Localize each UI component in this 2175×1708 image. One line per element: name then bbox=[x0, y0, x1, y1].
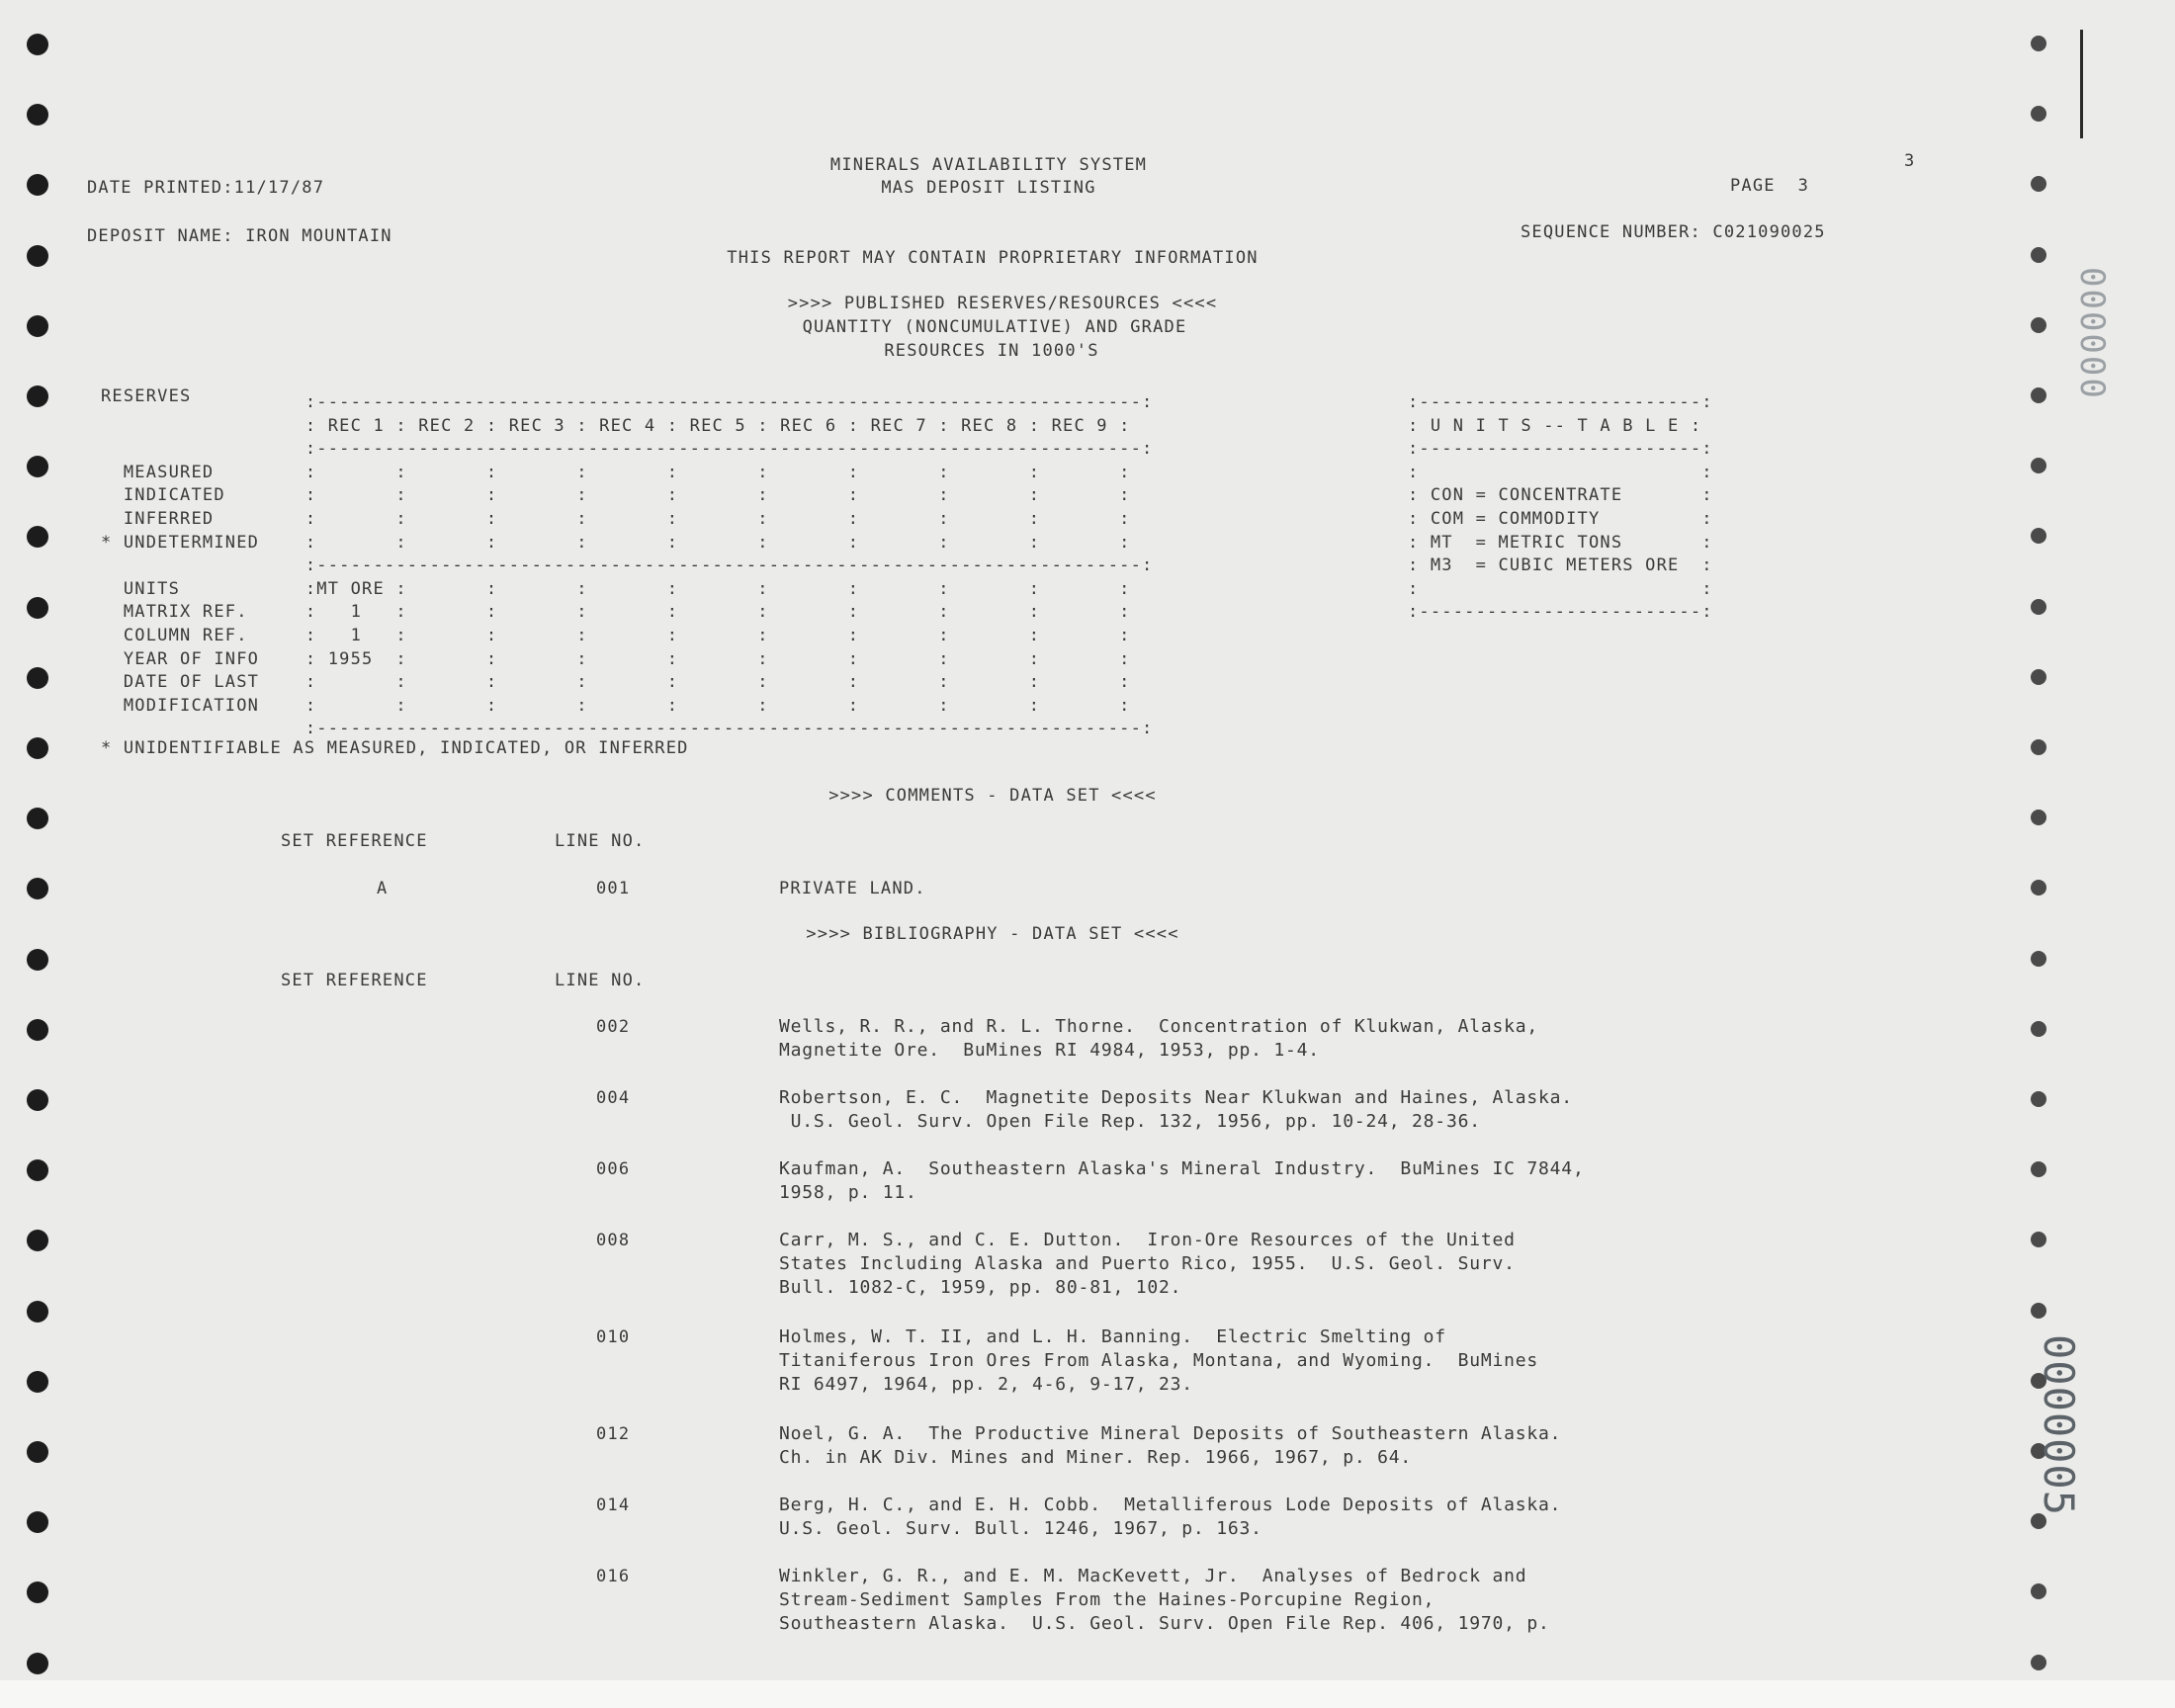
system-title: MINERALS AVAILABILITY SYSTEM bbox=[829, 155, 1148, 175]
reserves-table-line: : 1 : : : : : : : : : bbox=[283, 602, 1131, 623]
comments-col-line-no: LINE NO. bbox=[555, 831, 646, 851]
reserves-table-line: : 1955 : : : : : : : : : bbox=[283, 648, 1131, 669]
units-table-line: : COM = COMMODITY : bbox=[1408, 509, 1713, 529]
reserves-row-label: UNITS bbox=[101, 578, 181, 599]
tractor-hole bbox=[27, 667, 48, 689]
date-printed: DATE PRINTED:11/17/87 bbox=[87, 178, 325, 198]
tractor-hole bbox=[2031, 1021, 2046, 1037]
sequence-number: SEQUENCE NUMBER: C021090025 bbox=[1521, 222, 1826, 242]
bibliography-line-no: 012 bbox=[596, 1424, 631, 1444]
bibliography-entry-text: Magnetite Ore. BuMines RI 4984, 1953, pp. 1-4. bbox=[779, 1040, 1320, 1061]
margin-stamp-upper: 000000 bbox=[2072, 267, 2112, 400]
tractor-hole bbox=[2031, 247, 2046, 263]
units-table-line: : MT = METRIC TONS : bbox=[1408, 532, 1713, 553]
bibliography-line-no: 006 bbox=[596, 1159, 631, 1179]
tractor-hole bbox=[27, 315, 48, 337]
tractor-hole bbox=[27, 1089, 48, 1111]
units-table-line: :-------------------------: bbox=[1408, 392, 1713, 412]
bibliography-line-no: 004 bbox=[596, 1088, 631, 1108]
tractor-hole bbox=[27, 737, 48, 759]
reserves-row-label: INFERRED bbox=[101, 509, 215, 529]
tractor-hole bbox=[27, 1301, 48, 1323]
listing-title: MAS DEPOSIT LISTING bbox=[881, 178, 1096, 198]
bibliography-entry-text: Berg, H. C., and E. H. Cobb. Metalliferous Lode Deposits of Alaska. bbox=[779, 1494, 1562, 1515]
reserves-row-label: YEAR OF INFO bbox=[101, 648, 260, 669]
reserves-table-line: : : : : : : : : : : bbox=[283, 485, 1131, 506]
tractor-hole bbox=[27, 1653, 48, 1674]
bibliography-entry-text: RI 6497, 1964, pp. 2, 4-6, 9-17, 23. bbox=[779, 1374, 1193, 1395]
bibliography-line-no: 008 bbox=[596, 1231, 631, 1250]
reserves-label: RESERVES bbox=[101, 386, 192, 406]
units-table-line: :-------------------------: bbox=[1408, 602, 1713, 623]
tractor-hole bbox=[2031, 669, 2046, 685]
reserves-heading: >>>> PUBLISHED RESERVES/RESOURCES <<<< bbox=[787, 294, 1218, 313]
tractor-hole bbox=[27, 385, 48, 407]
scan-bottom-strip bbox=[0, 1680, 2175, 1708]
reserves-table-line: : : : : : : : : : : bbox=[283, 695, 1131, 716]
reserves-table-line: :-------------------------------------------------------------------------: bbox=[283, 392, 1154, 412]
comments-heading: >>>> COMMENTS - DATA SET <<<< bbox=[828, 786, 1157, 806]
tractor-hole bbox=[2031, 317, 2046, 333]
units-table-line: : M3 = CUBIC METERS ORE : bbox=[1408, 555, 1713, 576]
bibliography-line-no: 016 bbox=[596, 1567, 631, 1586]
tractor-hole bbox=[2031, 36, 2046, 51]
tractor-hole bbox=[2031, 1303, 2046, 1319]
bibliography-entry-text: Stream-Sediment Samples From the Haines-Porcupine Region, bbox=[779, 1589, 1436, 1610]
bibliography-entry-text: 1958, p. 11. bbox=[779, 1182, 917, 1203]
reserves-subheading-units: RESOURCES IN 1000'S bbox=[884, 341, 1099, 361]
reserves-row-label: INDICATED bbox=[101, 485, 225, 506]
reserves-table-line: :-------------------------------------------------------------------------: bbox=[283, 439, 1154, 460]
bibliography-entry-text: Southeastern Alaska. U.S. Geol. Surv. Open File Rep. 406, 1970, p. bbox=[779, 1613, 1550, 1634]
reserves-table-line: : 1 : : : : : : : : : bbox=[283, 626, 1131, 645]
bibliography-heading: >>>> BIBLIOGRAPHY - DATA SET <<<< bbox=[806, 924, 1179, 944]
bibliography-entry-text: Noel, G. A. The Productive Mineral Deposits of Southeastern Alaska. bbox=[779, 1423, 1562, 1444]
tractor-hole bbox=[2031, 1655, 2046, 1670]
bibliography-entry-text: Holmes, W. T. II, and L. H. Banning. Electric Smelting of bbox=[779, 1326, 1446, 1347]
bibliography-entry-text: Wells, R. R., and R. L. Thorne. Concentration of Klukwan, Alaska, bbox=[779, 1016, 1539, 1037]
reserves-table-line: :-------------------------------------------------------------------------: bbox=[283, 555, 1154, 576]
bibliography-entry-text: States Including Alaska and Puerto Rico, 1955. U.S. Geol. Surv. bbox=[779, 1253, 1516, 1274]
tractor-hole bbox=[27, 949, 48, 971]
bibliography-line-no: 002 bbox=[596, 1017, 631, 1037]
reserves-footnote: * UNIDENTIFIABLE AS MEASURED, INDICATED, OR INFERRED bbox=[101, 738, 689, 758]
bibliography-entry-text: Robertson, E. C. Magnetite Deposits Near Klukwan and Haines, Alaska. bbox=[779, 1087, 1573, 1108]
reserves-table-line: : REC 1 : REC 2 : REC 3 : REC 4 : REC 5 : REC 6 : REC 7 : REC 8 : REC 9 : bbox=[283, 415, 1131, 436]
units-table-line: : : bbox=[1408, 578, 1713, 599]
bibliography-entry-text: Kaufman, A. Southeastern Alaska's Mineral Industry. BuMines IC 7844, bbox=[779, 1158, 1585, 1179]
reserves-row-label: DATE OF LAST bbox=[101, 672, 260, 693]
bibliography-entry-text: Titaniferous Iron Ores From Alaska, Montana, and Wyoming. BuMines bbox=[779, 1350, 1539, 1371]
bibliography-entry-text: Carr, M. S., and C. E. Dutton. Iron-Ore Resources of the United bbox=[779, 1230, 1516, 1250]
bibliography-line-no: 010 bbox=[596, 1327, 631, 1347]
reserves-table-line: : : : : : : : : : : bbox=[283, 672, 1131, 693]
margin-stamp-lower: 0000005 bbox=[2035, 1334, 2083, 1517]
reserves-table-line: : : : : : : : : : : bbox=[283, 532, 1131, 553]
reserves-table-line: : : : : : : : : : : bbox=[283, 462, 1131, 482]
bibliography-entry-text: Ch. in AK Div. Mines and Miner. Rep. 1966, 1967, p. 64. bbox=[779, 1447, 1413, 1468]
reserves-subheading: QUANTITY (NONCUMULATIVE) AND GRADE bbox=[802, 317, 1187, 337]
comment-text: PRIVATE LAND. bbox=[779, 879, 926, 898]
tractor-hole bbox=[27, 34, 48, 55]
reserves-table-line: : : : : : : : : : : bbox=[283, 509, 1131, 529]
tractor-hole bbox=[2031, 739, 2046, 755]
tractor-hole bbox=[2031, 1091, 2046, 1107]
units-table-line: : : bbox=[1408, 462, 1713, 482]
handwritten-page-number: 3 bbox=[1904, 151, 1916, 171]
page-indicator: PAGE 3 bbox=[1730, 176, 1810, 196]
deposit-name: DEPOSIT NAME: IRON MOUNTAIN bbox=[87, 226, 392, 246]
units-table-line: : U N I T S -- T A B L E : bbox=[1408, 415, 1702, 436]
tractor-hole bbox=[2031, 951, 2046, 967]
units-table-line: :-------------------------: bbox=[1408, 439, 1713, 460]
reserves-row-label: MODIFICATION bbox=[101, 695, 260, 716]
margin-pen-line bbox=[2080, 30, 2083, 138]
tractor-hole bbox=[2031, 599, 2046, 615]
bibliography-entry-text: U.S. Geol. Surv. Open File Rep. 132, 1956, pp. 10-24, 28-36. bbox=[779, 1111, 1481, 1132]
bibliography-entry-text: U.S. Geol. Surv. Bull. 1246, 1967, p. 163. bbox=[779, 1518, 1262, 1539]
reserves-table-line: :MT ORE : : : : : : : : : bbox=[283, 578, 1131, 599]
comment-line-no: 001 bbox=[596, 879, 631, 898]
reserves-row-label: MATRIX REF. bbox=[101, 602, 248, 623]
reserves-table-line: :-------------------------------------------------------------------------: bbox=[283, 719, 1154, 739]
units-table-line: : CON = CONCENTRATE : bbox=[1408, 485, 1713, 506]
tractor-hole bbox=[27, 1019, 48, 1041]
comment-set-reference: A bbox=[377, 879, 389, 898]
bibliography-entry-text: Bull. 1082-C, 1959, pp. 80-81, 102. bbox=[779, 1277, 1182, 1298]
tractor-hole bbox=[27, 1441, 48, 1463]
bibliography-col-set-reference: SET REFERENCE bbox=[281, 971, 428, 990]
comments-col-set-reference: SET REFERENCE bbox=[281, 831, 428, 851]
reserves-row-label: MEASURED bbox=[101, 462, 215, 482]
tractor-hole bbox=[2031, 387, 2046, 403]
proprietary-notice: THIS REPORT MAY CONTAIN PROPRIETARY INFORMATION bbox=[727, 248, 1259, 268]
tractor-hole bbox=[27, 1371, 48, 1393]
tractor-hole bbox=[27, 245, 48, 267]
tractor-hole bbox=[27, 597, 48, 619]
bibliography-line-no: 014 bbox=[596, 1495, 631, 1515]
reserves-row-label: COLUMN REF. bbox=[101, 626, 248, 645]
bibliography-entry-text: Winkler, G. R., and E. M. MacKevett, Jr. Analyses of Bedrock and bbox=[779, 1566, 1527, 1586]
bibliography-col-line-no: LINE NO. bbox=[555, 971, 646, 990]
reserves-row-label: * UNDETERMINED bbox=[101, 532, 260, 553]
